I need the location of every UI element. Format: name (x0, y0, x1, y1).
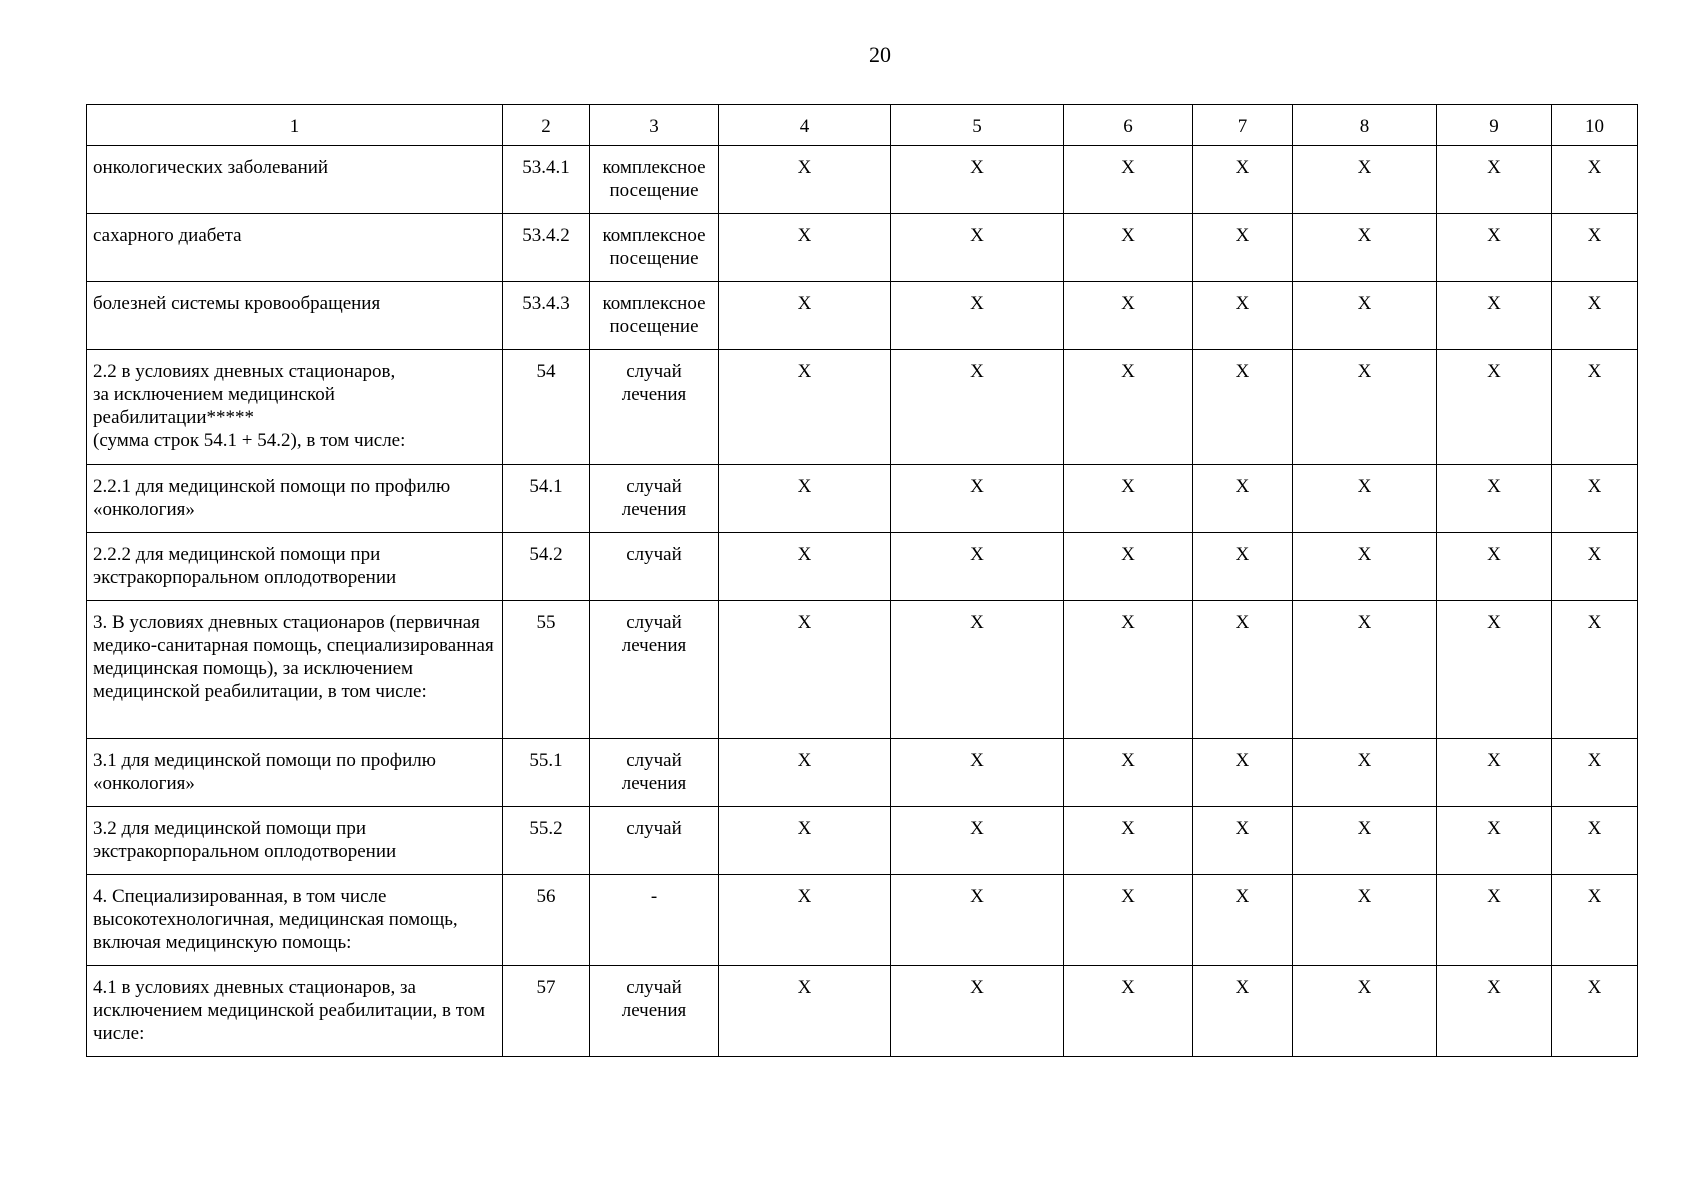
row-unit-cell: комплексное посещение (590, 214, 719, 282)
column-header: 3 (590, 105, 719, 146)
row-value-cell: X (1293, 966, 1437, 1057)
column-header: 7 (1193, 105, 1293, 146)
row-value-cell: X (1293, 214, 1437, 282)
row-name-cell: 2.2.2 для медицинской помощи при экстракорпоральном оплодотворении (87, 533, 503, 601)
row-value-cell: X (1193, 875, 1293, 966)
row-value-cell: X (1437, 875, 1552, 966)
row-value-cell: X (1064, 601, 1193, 739)
row-unit-cell: комплексное посещение (590, 146, 719, 214)
row-unit-cell: случай лечения (590, 465, 719, 533)
row-value-cell: X (1552, 214, 1638, 282)
row-value-cell: X (1193, 350, 1293, 465)
table-row (87, 807, 1638, 875)
row-code-cell: 56 (503, 875, 590, 966)
column-header: 1 (87, 105, 503, 146)
table-row (87, 601, 1638, 739)
row-value-cell: X (719, 465, 891, 533)
table-row (87, 875, 1638, 966)
row-name-cell: 4.1 в условиях дневных стационаров, за исключением медицинской реабилитации, в том числе: (87, 966, 503, 1057)
page-number: 20 (869, 42, 891, 67)
row-value-cell: X (1552, 807, 1638, 875)
row-code-cell: 54.2 (503, 533, 590, 601)
table-row (87, 533, 1638, 601)
table-row (87, 350, 1638, 465)
row-value-cell: X (891, 146, 1064, 214)
row-value-cell: X (891, 601, 1064, 739)
row-unit-cell: - (590, 875, 719, 966)
row-value-cell: X (1552, 533, 1638, 601)
row-value-cell: X (1552, 875, 1638, 966)
column-header: 8 (1293, 105, 1437, 146)
row-value-cell: X (891, 739, 1064, 807)
table-row (87, 146, 1638, 214)
row-value-cell: X (1064, 465, 1193, 533)
row-value-cell: X (719, 875, 891, 966)
row-code-cell: 55.1 (503, 739, 590, 807)
row-value-cell: X (891, 282, 1064, 350)
row-value-cell: X (1437, 601, 1552, 739)
row-value-cell: X (1064, 282, 1193, 350)
row-code-cell: 55 (503, 601, 590, 739)
row-code-cell: 55.2 (503, 807, 590, 875)
row-code-cell: 53.4.3 (503, 282, 590, 350)
row-value-cell: X (1293, 807, 1437, 875)
table-body (87, 146, 1638, 1057)
row-value-cell: X (1293, 875, 1437, 966)
row-value-cell: X (1064, 966, 1193, 1057)
row-name-cell: 3.1 для медицинской помощи по профилю «онкология» (87, 739, 503, 807)
column-header: 5 (891, 105, 1064, 146)
row-code-cell: 53.4.1 (503, 146, 590, 214)
row-value-cell: X (719, 146, 891, 214)
row-value-cell: X (891, 465, 1064, 533)
row-value-cell: X (1293, 533, 1437, 601)
column-header: 4 (719, 105, 891, 146)
row-value-cell: X (1437, 533, 1552, 601)
data-table (86, 104, 1638, 1057)
row-value-cell: X (891, 533, 1064, 601)
row-value-cell: X (1437, 350, 1552, 465)
row-unit-cell: случай лечения (590, 739, 719, 807)
row-value-cell: X (1193, 282, 1293, 350)
row-value-cell: X (1437, 282, 1552, 350)
row-value-cell: X (719, 214, 891, 282)
row-value-cell: X (1064, 875, 1193, 966)
row-value-cell: X (891, 966, 1064, 1057)
row-value-cell: X (719, 739, 891, 807)
row-unit-cell: случай (590, 533, 719, 601)
row-value-cell: X (719, 966, 891, 1057)
row-value-cell: X (1437, 146, 1552, 214)
row-value-cell: X (1293, 739, 1437, 807)
row-value-cell: X (1193, 601, 1293, 739)
row-value-cell: X (1293, 282, 1437, 350)
table-row (87, 282, 1638, 350)
row-value-cell: X (1437, 739, 1552, 807)
row-value-cell: X (1064, 739, 1193, 807)
row-value-cell: X (1064, 533, 1193, 601)
row-value-cell: X (1064, 807, 1193, 875)
row-value-cell: X (1437, 807, 1552, 875)
row-value-cell: X (719, 282, 891, 350)
row-value-cell: X (1552, 465, 1638, 533)
row-unit-cell: случай лечения (590, 966, 719, 1057)
row-value-cell: X (891, 214, 1064, 282)
row-value-cell: X (1193, 465, 1293, 533)
column-header: 9 (1437, 105, 1552, 146)
row-value-cell: X (1293, 465, 1437, 533)
row-name-cell: онкологических заболеваний (87, 146, 503, 214)
row-value-cell: X (1552, 146, 1638, 214)
row-value-cell: X (1293, 350, 1437, 465)
row-value-cell: X (1293, 601, 1437, 739)
row-unit-cell: комплексное посещение (590, 282, 719, 350)
column-header: 2 (503, 105, 590, 146)
row-name-cell: 3. В условиях дневных стационаров (первичная медико-санитарная помощь, специализированная медицинская помощь), за исключением медицинской реабилитации, в том числе: (87, 601, 503, 739)
row-value-cell: X (1552, 350, 1638, 465)
row-name-cell: 4. Специализированная, в том числе высокотехнологичная, медицинская помощь, включая медицинскую помощь: (87, 875, 503, 966)
row-value-cell: X (1293, 146, 1437, 214)
row-value-cell: X (1193, 807, 1293, 875)
row-name-cell: 2.2.1 для медицинской помощи по профилю «онкология» (87, 465, 503, 533)
row-value-cell: X (1552, 601, 1638, 739)
row-value-cell: X (1193, 146, 1293, 214)
row-code-cell: 57 (503, 966, 590, 1057)
row-unit-cell: случай (590, 807, 719, 875)
row-unit-cell: случай лечения (590, 601, 719, 739)
row-name-cell: 2.2 в условиях дневных стационаров, за исключением медицинской реабилитации***** (сумма строк 54.1 + 54.2), в том числе: (87, 350, 503, 465)
header-row (87, 105, 1638, 146)
table-row (87, 465, 1638, 533)
row-value-cell: X (1064, 146, 1193, 214)
row-value-cell: X (719, 350, 891, 465)
row-value-cell: X (719, 601, 891, 739)
table-row (87, 966, 1638, 1057)
row-value-cell: X (891, 875, 1064, 966)
row-value-cell: X (1193, 533, 1293, 601)
column-header: 10 (1552, 105, 1638, 146)
row-value-cell: X (891, 807, 1064, 875)
row-value-cell: X (891, 350, 1064, 465)
row-value-cell: X (1437, 214, 1552, 282)
column-header: 6 (1064, 105, 1193, 146)
row-value-cell: X (1552, 966, 1638, 1057)
row-code-cell: 54.1 (503, 465, 590, 533)
row-name-cell: сахарного диабета (87, 214, 503, 282)
row-value-cell: X (1193, 214, 1293, 282)
row-code-cell: 53.4.2 (503, 214, 590, 282)
row-value-cell: X (1437, 465, 1552, 533)
table-row (87, 739, 1638, 807)
row-value-cell: X (1193, 966, 1293, 1057)
row-value-cell: X (1552, 739, 1638, 807)
row-value-cell: X (1552, 282, 1638, 350)
row-value-cell: X (1064, 350, 1193, 465)
row-value-cell: X (719, 533, 891, 601)
row-value-cell: X (719, 807, 891, 875)
table-row (87, 214, 1638, 282)
row-value-cell: X (1064, 214, 1193, 282)
row-value-cell: X (1437, 966, 1552, 1057)
row-code-cell: 54 (503, 350, 590, 465)
row-name-cell: болезней системы кровообращения (87, 282, 503, 350)
row-value-cell: X (1193, 739, 1293, 807)
row-name-cell: 3.2 для медицинской помощи при экстракорпоральном оплодотворении (87, 807, 503, 875)
row-unit-cell: случай лечения (590, 350, 719, 465)
